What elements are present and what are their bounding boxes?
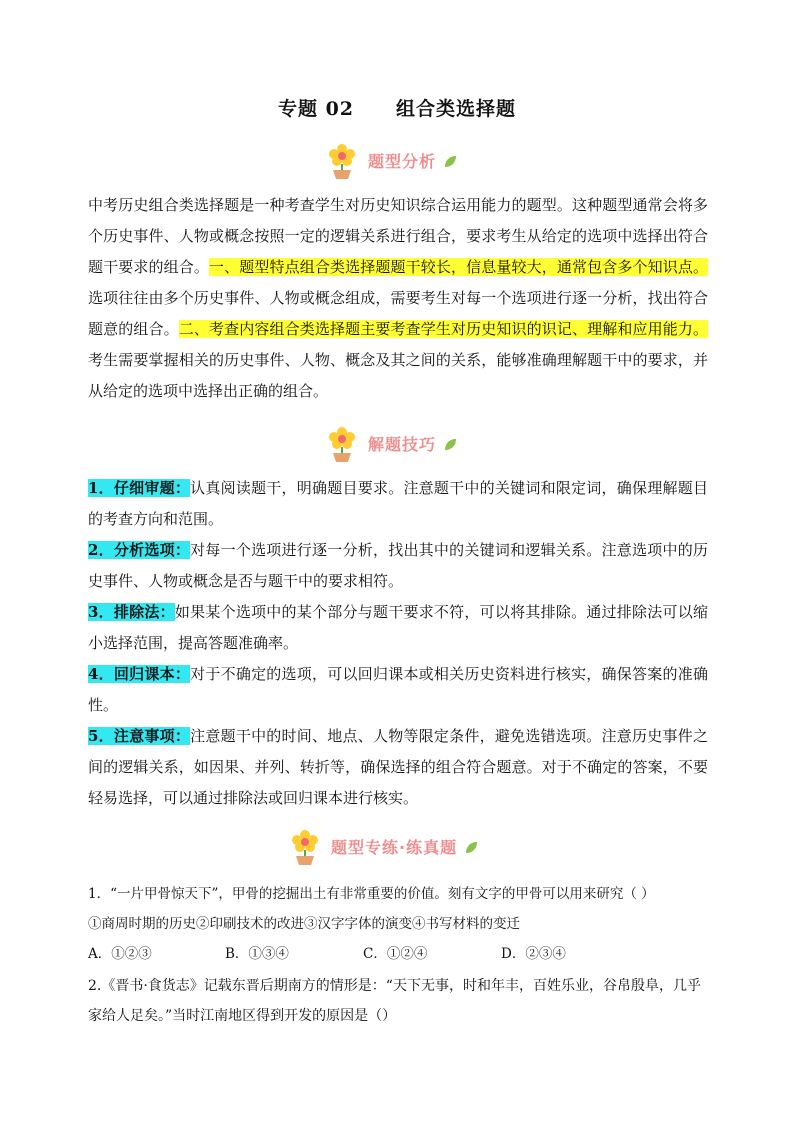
title-topic: 专题 02 (277, 98, 355, 120)
intro-text-1: 中考历史组合类选择题是一种考查学生对历史知识综合运用能力的题型。这种题型通常会将多个历史事件、人物或概念按照一定的逻辑关系进行组合，要求考生从给定的选项中选择出符合题干要求的组合。 (88, 196, 708, 276)
leaf-icon (442, 154, 458, 170)
option-b[interactable]: B．①③④ (225, 946, 289, 962)
question-1-items: ①商周时期的历史②印刷技术的改进③汉字字体的演变④书写材料的变迁 (88, 916, 520, 932)
tip-item-5 (88, 721, 708, 814)
tip-text: 认真阅读题干，明确题目要求。注意题干中的关键词和限定词，确保理解题目的考查方向和范围。 (88, 479, 708, 528)
tip-item-3 (88, 597, 708, 659)
intro-paragraph (88, 190, 708, 407)
intro-text-3: 考生需要掌握相关的历史事件、人物、概念及其之间的关系，能够准确理解题干中的要求，并从给定的选项中选择出正确的组合。 (88, 351, 708, 400)
section-title-skills: 解题技巧 (368, 434, 437, 454)
intro-highlight-1: 一、题型特点组合类选择题题干较长，信息量较大，通常包含多个知识点。 (209, 258, 708, 276)
flower-pot-icon (322, 140, 362, 180)
flower-pot-icon (285, 826, 325, 866)
page-title (0, 94, 794, 121)
leaf-icon (442, 437, 458, 453)
tip-label: 1．仔细审题： (88, 479, 191, 497)
option-a[interactable]: A．①②③ (88, 946, 152, 962)
question-2-stem: 2.《晋书·食货志》记载东晋后期南方的情形是：“天下无事，时和年丰，百姓乐业，谷帛殷阜，几乎家给人足矣。”当时江南地区得到开发的原因是（） (88, 978, 701, 1024)
leaf-icon (463, 840, 479, 856)
tip-item-2 (88, 535, 708, 597)
tip-label: 5．注意事项： (88, 727, 191, 745)
tip-item-4 (88, 659, 708, 721)
tip-text: 对每一个选项进行逐一分析，找出其中的关键词和逻辑关系。注意选项中的历史事件、人物或概念是否与题干中的要求相符。 (88, 541, 708, 590)
intro-highlight-2: 二、考查内容组合类选择题主要考查学生对历史知识的识记、理解和应用能力。 (178, 320, 708, 338)
option-d[interactable]: D．②③④ (501, 946, 566, 962)
tip-text: 如果某个选项中的某个部分与题干要求不符，可以将其排除。通过排除法可以缩小选择范围，提高答题准确率。 (88, 603, 708, 652)
flower-pot-icon (322, 423, 362, 463)
section-banner-practice (0, 826, 794, 866)
intro-text-2: 选项往往由多个历史事件、人物或概念组成，需要考生对每一个选项进行逐一分析，找出符合题意的组合。 (88, 289, 708, 338)
title-name: 组合类选择题 (396, 98, 517, 120)
tip-label: 2．分析选项： (88, 541, 191, 559)
section-banner-analysis (0, 140, 794, 180)
tip-label: 4．回归课本： (88, 665, 191, 683)
tip-text: 注意题干中的时间、地点、人物等限定条件，避免选错选项。注意历史事件之间的逻辑关系，如因果、并列、转折等，确保选择的组合符合题意。对于不确定的答案，不要轻易选择，可以通过排除法或回归课本进行核实。 (88, 727, 708, 807)
tip-item-1 (88, 473, 708, 535)
section-title-practice: 题型专练·练真题 (331, 837, 458, 857)
section-title-analysis: 题型分析 (368, 151, 437, 171)
question-1-stem: 1．“一片甲骨惊天下”，甲骨的挖掘出土有非常重要的价值。刻有文字的甲骨可以用来研究（ ） (88, 886, 655, 902)
tip-label: 3．排除法： (88, 603, 175, 621)
option-c[interactable]: C．①②④ (363, 946, 428, 962)
section-banner-skills (0, 423, 794, 463)
question-1-options (88, 942, 708, 970)
tip-text: 对于不确定的选项，可以回归课本或相关历史资料进行核实，确保答案的准确性。 (88, 665, 708, 714)
